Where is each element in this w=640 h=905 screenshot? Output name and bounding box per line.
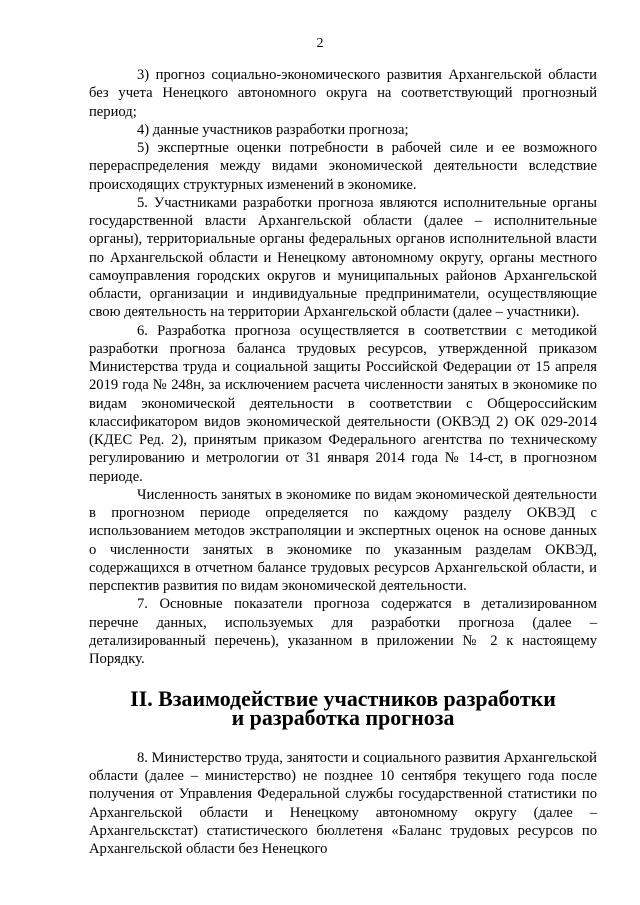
paragraph-item-3: 3) прогноз социально-экономического развития Архангельской области без учета Ненецкого автономного округа на соответствующий прогнозный период; — [89, 67, 597, 120]
paragraph-clause-6-continued: Численность занятых в экономике по видам экономической деятельности в прогнозном периоде определяется по каждому разделу ОКВЭД с использованием методов экстраполяции и экспертных оценок на основе данных о численности занятых в экономике по указанным разделам ОКВЭД, содержащихся в отчетном балансе трудовых ресурсов Архангельской области, и перспектив развития по видам экономической деятельности. — [89, 486, 597, 594]
paragraph-item-4: 4) данные участников разработки прогноза; — [137, 121, 409, 138]
paragraph-item-5: 5) экспертные оценки потребности в рабочей силе и ее возможного перераспределения между видами экономической деятельности вследствие происходящих структурных изменений в экономике. — [89, 140, 597, 193]
section-heading — [89, 686, 597, 730]
paragraph-clause-7: 7. Основные показатели прогноза содержатся в детализированном перечне данных, используемых для разработки прогноза (далее – детализированный перечень), указанном в приложении № 2 к настоящему Порядку. — [89, 596, 597, 667]
paragraph-clause-5: 5. Участниками разработки прогноза являются исполнительные органы государственной власти Архангельской области (далее – исполнительные органы), территориальные органы федеральных органов исполнительной власти по Архангельской области и Ненецкому автономному округу, органы местного самоуправления городских округов и муниципальных районов Архангельской области, организации и индивидуальные предприниматели, осуществляющие свою деятельность на территории Архангельской области (далее – участники). — [89, 194, 597, 321]
section-heading-line-1: II. Взаимодействие участников разработки — [130, 686, 556, 712]
page-number: 2 — [316, 36, 324, 51]
paragraph-clause-8: 8. Министерство труда, занятости и социального развития Архангельской области (далее – министерство) не позднее 10 сентября текущего года после получения от Управления Федеральной службы государственной статистики по Архангельской области и Ненецкому автономному округу (далее – Архангельскстат) статистического бюллетеня «Баланс трудовых ресурсов по Архангельской области без Ненецкого — [89, 749, 597, 857]
document-body — [89, 66, 597, 858]
paragraph-clause-6: 6. Разработка прогноза осуществляется в соответствии с методикой разработки прогноза баланса трудовых ресурсов, утвержденной приказом Министерства труда и социальной защиты Российской Федерации от 15 апреля 2019 года № 248н, за исключением расчета численности занятых в экономике по видам экономической деятельности в соответствии с Общероссийским классификатором видов экономической деятельности (ОКВЭД 2) ОК 029-2014 (КДЕС Ред. 2), принятым приказом Федерального агентства по техническому регулированию и метрологии от 31 января 2014 года № 14-ст, в прогнозном периоде. — [89, 322, 597, 485]
section-heading-line-2: и разработка прогноза — [231, 704, 455, 730]
